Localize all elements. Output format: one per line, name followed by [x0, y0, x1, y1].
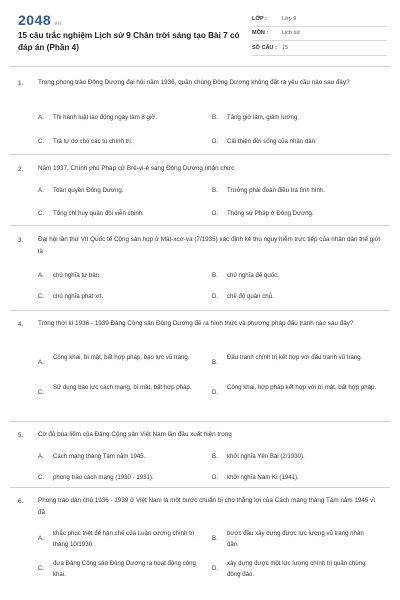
site-logo[interactable]: [18, 12, 62, 28]
option-letter: A.: [38, 535, 44, 542]
option-text: Cải thiện đời sống của nhân dân.: [227, 138, 317, 145]
option-text: Công khai, hợp pháp kết hợp với bí mật, bất hợp pháp.: [227, 384, 377, 391]
question-number: 5.: [18, 432, 24, 439]
option-text: Cách mạng tháng Tám năm 1945.: [53, 453, 146, 460]
option-text: bước đầu xây dựng được lực lượng vũ trang nhân dân.: [227, 530, 364, 548]
logo-tld: .vn: [52, 21, 62, 27]
option-letter: C.: [38, 474, 45, 481]
meta-label: SỐ CÂU :: [252, 44, 277, 51]
divider: [10, 487, 390, 488]
question-number: 1.: [18, 80, 24, 87]
option-letter: B.: [212, 114, 218, 121]
question-number: 3.: [18, 237, 24, 244]
option-letter: C.: [38, 210, 45, 217]
option-text: Thống sứ Pháp ở Đông Dương.: [227, 210, 314, 217]
question-text: Đại hội lần thứ VII Quốc tế Cộng sản họp ở Mát-xcơ-va (7/1935) xác định kẻ thù nguy hiểm trực tiếp của nhân dân thế giới là: [38, 236, 381, 255]
option-text: khởi nghĩa Nam Kì (1941).: [227, 474, 299, 481]
meta-label: MÔN :: [252, 30, 269, 37]
option-text: chủ nghĩa tư bản.: [53, 272, 101, 279]
meta-value: Lịch sử: [282, 30, 301, 37]
option-text: Trưởng phái đoàn điều tra tình hình.: [227, 187, 325, 194]
option-letter: A.: [38, 359, 44, 366]
option-text: Trả tự do cho các tù chính trị.: [53, 138, 133, 145]
option-text: khởi nghĩa Yên Bái (2/1930).: [227, 453, 305, 460]
option-letter: A.: [38, 453, 44, 460]
option-text: khắc phục triệt để hạn chế của Luận cương chính trị tháng 10/1930.: [53, 530, 195, 548]
question-text: Trong phong trào Đông Dương đại hội năm 1936, quần chúng Đông Dương không đặt ra yêu cầu nào sau đây?: [38, 79, 350, 86]
option-letter: B.: [212, 359, 218, 366]
option-letter: A.: [38, 272, 44, 279]
option-text: Sử dụng bạo lực cách mạng, bí mật, bất hợp pháp.: [53, 384, 192, 391]
divider: [10, 310, 390, 311]
option-text: phong trào cách mạng (1930 - 1931).: [53, 474, 154, 481]
page-header: [0, 0, 400, 66]
option-text: xây dựng được một lực lượng chính trị quần chúng đông đảo.: [227, 560, 366, 578]
meta-row-subject: [252, 27, 387, 42]
meta-value: Lớp 9: [282, 15, 297, 22]
divider: [10, 225, 390, 226]
option-text: Toàn quyền Đông Dương.: [53, 187, 124, 194]
question-number: 6.: [18, 498, 24, 505]
option-letter: A.: [38, 187, 44, 194]
option-text: chủ nghĩa đế quốc.: [227, 272, 279, 279]
question-text: Trong thời kì 1936 - 1939 Đảng Cộng sản Đông Dương đề ra hình thức và phương pháp đấu tranh nào sau đây?: [38, 320, 354, 327]
meta-row-count: [252, 41, 387, 56]
option-letter: A.: [38, 114, 44, 121]
option-text: chủ nghĩa phát xít.: [53, 293, 104, 300]
divider: [10, 421, 390, 422]
option-text: chế độ quân chủ.: [227, 293, 274, 300]
option-letter: B.: [212, 535, 218, 542]
option-text: đưa Đảng Cộng sản Đông Dương ra hoạt động công khai.: [53, 560, 196, 578]
option-text: Tổng chỉ huy quân đội viễn chinh.: [53, 210, 144, 217]
meta-table: [252, 12, 387, 56]
divider: [10, 66, 390, 67]
meta-row-grade: [252, 12, 387, 27]
option-letter: D.: [212, 138, 219, 145]
option-text: Đấu tranh chính trị kết hợp với đấu tranh vũ trang.: [227, 354, 363, 361]
option-letter: C.: [38, 138, 45, 145]
question-number: 2.: [18, 166, 24, 173]
question-text: Phong trào dân chủ 1936 - 1939 ở Việt Nam là một bước chuẩn bị cho thắng lợi của Cách mạng tháng Tám năm 1945 vì đã: [38, 497, 376, 516]
option-letter: B.: [212, 187, 218, 194]
divider: [10, 154, 390, 155]
document-title: 15 câu trắc nghiệm Lịch sử 9 Chân trời sáng tạo Bài 7 có đáp án (Phần 4): [18, 31, 240, 52]
option-letter: D.: [212, 565, 219, 572]
option-letter: D.: [212, 474, 219, 481]
question-text: Năm 1937, Chính phủ Pháp cử Brê-vi-ê sang Đông Dương nhận chức: [38, 165, 235, 172]
logo-number: 2048: [18, 12, 52, 28]
question-number: 4.: [18, 321, 24, 328]
option-text: Thi hành luật lao động ngày làm 8 giờ.: [53, 114, 157, 121]
option-letter: C.: [38, 293, 45, 300]
option-text: Tăng giờ làm, giảm lương.: [227, 114, 300, 121]
option-letter: D.: [212, 389, 219, 396]
option-letter: C.: [38, 565, 45, 572]
meta-label: LỚP :: [252, 15, 267, 22]
option-letter: B.: [212, 272, 218, 279]
option-letter: D.: [212, 293, 219, 300]
question-text: Cờ đỏ búa liềm của Đảng Cộng sản Việt Nam lần đầu xuất hiện trong: [38, 431, 232, 438]
option-text: Công khai, bí mật, bất hợp pháp, bạo lực vũ trang.: [53, 354, 190, 361]
meta-value: 15: [282, 44, 289, 51]
option-letter: D.: [212, 210, 219, 217]
option-letter: B.: [212, 453, 218, 460]
option-letter: C.: [38, 389, 45, 396]
